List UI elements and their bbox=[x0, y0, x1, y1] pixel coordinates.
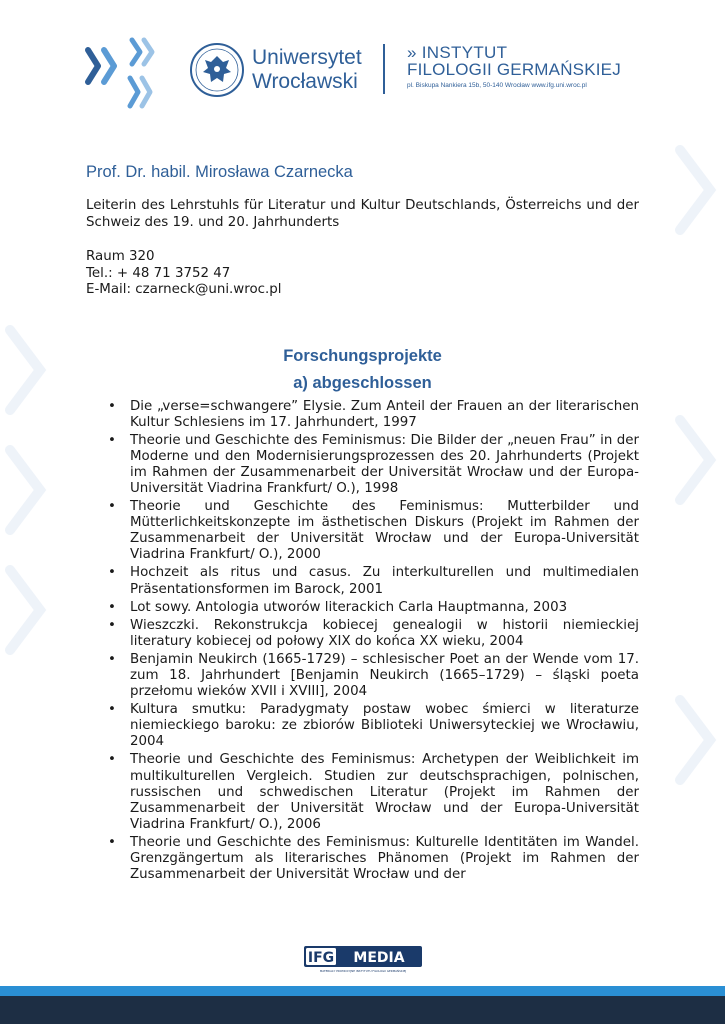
project-list bbox=[86, 399, 639, 884]
project-text: Theorie und Geschichte des Feminismus: Mutterbilder und Mütterlichkeitskonzepte im ästhetischen Diskurs (Projekt im Rahmen der Zusammenarbeit der Universität Wrocław und der Europa-Universität Viadrina Frankfurt/ O.), 2000 bbox=[130, 499, 639, 563]
list-item bbox=[86, 652, 639, 700]
institute-name: FILOLOGII GERMAŃSKIEJ bbox=[407, 60, 621, 79]
list-item bbox=[86, 752, 639, 832]
letterhead bbox=[0, 0, 725, 130]
project-text: Wieszczki. Rekonstrukcja kobiecej genealogii w historii niemieckiej literatury kobiecej od połowy XIX do końca XX wieku, 2004 bbox=[130, 617, 639, 649]
phone-number: Tel.: + 48 71 3752 47 bbox=[86, 265, 231, 281]
list-item bbox=[86, 600, 639, 616]
bullet-icon: • bbox=[108, 499, 116, 515]
project-text: Theorie und Geschichte des Feminismus: Die Bilder der „neuen Frau” in der Moderne und den Modernisierungsprozessen des 20. Jahrhunderts (Projekt im Rahmen der Zusammenarbeit der Universität Wrocław und der Europa-Universität Viadrina Frankfurt/ O.), 1998 bbox=[130, 432, 639, 496]
list-item bbox=[86, 618, 639, 650]
list-item bbox=[86, 835, 639, 883]
university-name bbox=[252, 46, 362, 94]
project-text: Theorie und Geschichte des Feminismus: Archetypen der Weiblichkeit im multikulturellen Vergleich. Studien zur deutschsprachigen, polnischen, russischen und schwedischen Literatur (Projekt im Rahmen der Zusammenarbeit der Universität Wrocław und der Europa-Universität Viadrina Frankfurt/ O.), 2006 bbox=[130, 752, 639, 832]
project-text: Theorie und Geschichte des Feminismus: Kulturelle Identitäten im Wandel. Grenzgängertum als literarisches Phänomen (Projekt im Rahmen der Zusammenarbeit der Universität Wrocław und der bbox=[130, 834, 639, 883]
bullet-icon: • bbox=[108, 599, 116, 615]
institute-label: » INSTYTUT bbox=[407, 43, 508, 62]
list-item bbox=[86, 433, 639, 497]
list-item bbox=[86, 499, 639, 563]
project-text: Kultura smutku: Paradygmaty postaw wobec śmierci w literaturze niemieckiego baroku: ze zbiorów Biblioteki Uniwersyteckiej we Wrocławiu, 2004 bbox=[130, 702, 639, 750]
project-text: Hochzeit als ritus und casus. Zu interkulturellen und multimedialen Präsentationsformen im Barock, 2001 bbox=[130, 565, 639, 597]
main-content bbox=[86, 160, 639, 885]
footer-band-light bbox=[0, 986, 725, 996]
list-item bbox=[86, 702, 639, 750]
header-divider bbox=[383, 44, 385, 94]
email-address[interactable]: E-Mail: czarneck@uni.wroc.pl bbox=[86, 282, 282, 297]
contact-block bbox=[86, 249, 639, 299]
position-description: Leiterin des Lehrstuhls für Literatur und Kultur Deutschlands, Österreichs und der Schweiz des 19. und 20. Jahrhunderts bbox=[86, 198, 639, 230]
logo-media-text: MEDIA bbox=[353, 950, 405, 966]
list-item bbox=[86, 399, 639, 431]
completed-subheading: a) abgeschlossen bbox=[293, 373, 432, 392]
university-seal-icon bbox=[189, 42, 245, 98]
project-text: Lot sowy. Antologia utworów literackich Carla Hauptmanna, 2003 bbox=[130, 599, 568, 615]
bullet-icon: • bbox=[108, 432, 116, 448]
logo-tagline: MATERIAŁY PROMOCYJNE INSTYTUTU FILOLOGII GERMAŃSKIEJ bbox=[319, 969, 407, 973]
chevron-logo-icon bbox=[80, 36, 200, 116]
bullet-icon: • bbox=[108, 752, 116, 768]
ifg-media-logo bbox=[304, 946, 422, 974]
professor-name: Prof. Dr. habil. Mirosława Czarnecka bbox=[86, 163, 353, 181]
bullet-icon: • bbox=[108, 398, 116, 414]
institute-address: pl. Biskupa Nankiera 15b, 50-140 Wrocław www.ifg.uni.wroc.pl bbox=[407, 82, 587, 89]
list-item bbox=[86, 565, 639, 597]
footer-band bbox=[0, 986, 725, 1024]
bullet-icon: • bbox=[108, 702, 116, 718]
bullet-icon: • bbox=[108, 651, 116, 667]
project-text: Benjamin Neukirch (1665-1729) – schlesischer Poet an der Wende vom 17. zum 18. Jahrhundert [Benjamin Neukirch (1665–1729) – śląski poeta przełomu wieków XVII i XVIII], 2004 bbox=[130, 651, 639, 700]
room-number: Raum 320 bbox=[86, 249, 155, 264]
project-text: Die „verse=schwangere” Elysie. Zum Anteil der Frauen an der literarischen Kultur Schlesiens im 17. Jahrhundert, 1997 bbox=[130, 398, 639, 430]
bullet-icon: • bbox=[108, 617, 116, 633]
research-heading: Forschungsprojekte bbox=[283, 346, 442, 365]
logo-ifg-text: IFG bbox=[307, 950, 335, 966]
bullet-icon: • bbox=[108, 834, 116, 850]
bullet-icon: • bbox=[108, 565, 116, 581]
university-name-line2: Wrocławski bbox=[252, 70, 358, 93]
university-name-line1: Uniwersytet bbox=[252, 46, 362, 69]
footer-band-dark bbox=[0, 996, 725, 1024]
